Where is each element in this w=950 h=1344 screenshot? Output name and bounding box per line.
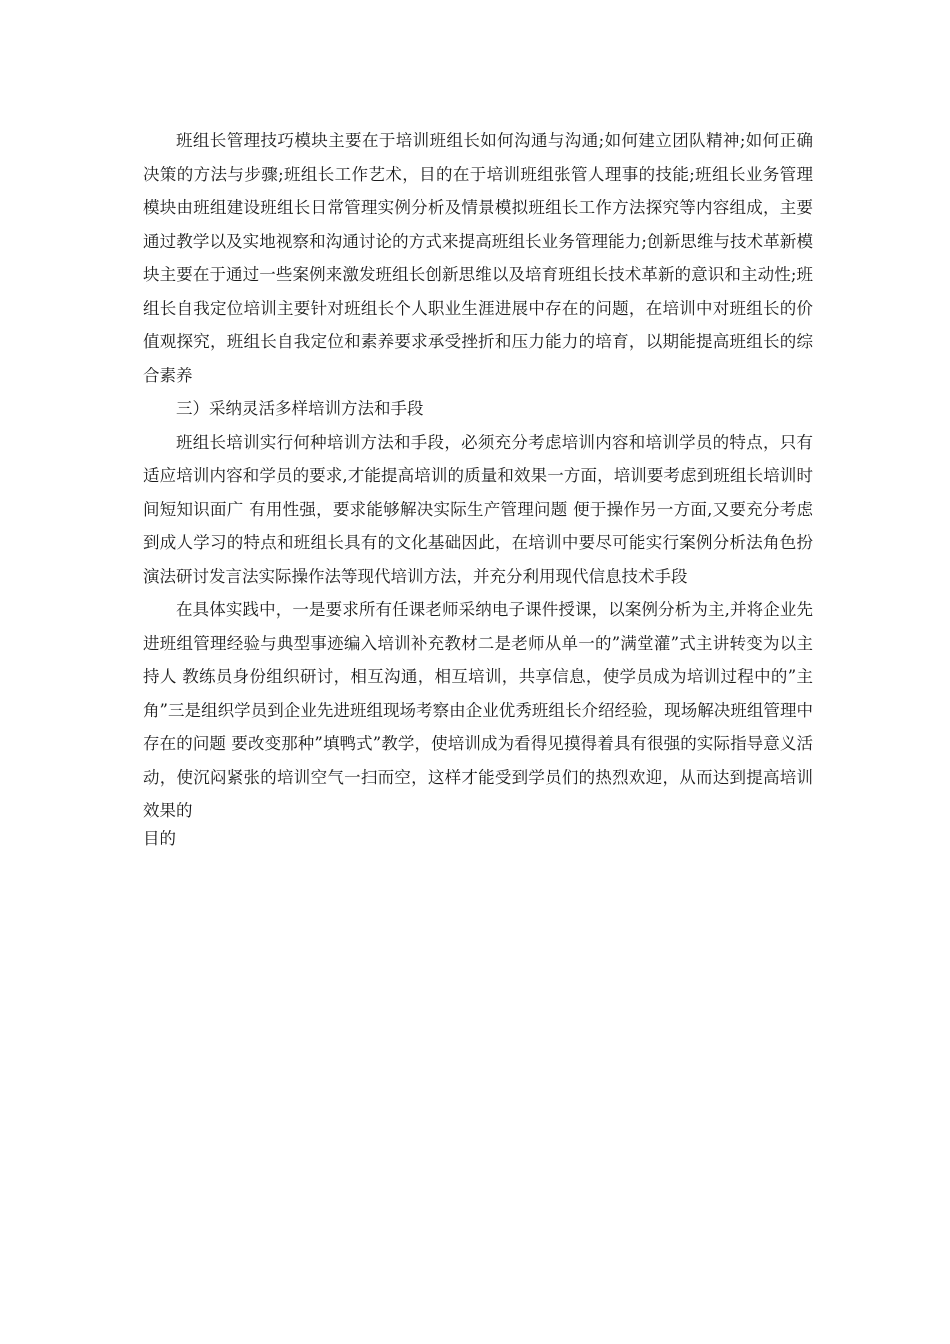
paragraph-practice: 在具体实践中，一是要求所有任课老师采纳电子课件授课，以案例分析为主,并将企业先进班组管理经验与典型事迹编入培训补充教材二是老师从单一的”满堂灌”式主讲转变为以主持人 教练员身份组织研讨，相互沟通，相互培训，共享信息，使学员成为培训过程中的”主角”三是组织学员到企业先进班组现场考察由企业优秀班组长介绍经验，现场解决班组管理中存在的问题 要改变那种”填鸭式”教学，使培训成为看得见摸得着具有很强的实际指导意义活动，使沉闷紧张的培训空气一扫而空，这样才能受到学员们的热烈欢迎，从而达到提高培训效果的 — [143, 600, 813, 820]
document-body — [143, 124, 813, 850]
paragraph-tail: 目的 — [143, 828, 176, 848]
paragraph-management-skills-module: 班组长管理技巧模块主要在于培训班组长如何沟通与沟通;如何建立团队精神;如何正确决策的方法与步骤;班组长工作艺术，目的在于培训班组张管人理事的技能;班组长业务管理模块由班组建设班组长日常管理实例分析及情景模拟班组长工作方法探究等内容组成，主要通过教学以及实地视察和沟通讨论的方式来提高班组长业务管理能力;创新思维与技术革新模块主要在于通过一些案例来激发班组长创新思维以及培育班组长技术革新的意识和主动性;班组长自我定位培训主要针对班组长个人职业生涯进展中存在的问题，在培训中对班组长的价值观探究，班组长自我定位和素养要求承受挫折和压力能力的培育，以期能提高班组长的综合素养 — [143, 131, 813, 385]
paragraph-training-methods: 班组长培训实行何种培训方法和手段，必须充分考虑培训内容和培训学员的特点，只有适应培训内容和学员的要求,才能提高培训的质量和效果一方面，培训要考虑到班组长培训时间短知识面广 有用性强，要求能够解决实际生产管理问题 便于操作另一方面,又要充分考虑到成人学习的特点和班组长具有的文化基础因此，在培训中要尽可能实行案例分析法角色扮演法研讨发言法实际操作法等现代培训方法，并充分利用现代信息技术手段 — [143, 432, 813, 586]
section-heading-training-methods: 三）采纳灵活多样培训方法和手段 — [176, 399, 424, 418]
